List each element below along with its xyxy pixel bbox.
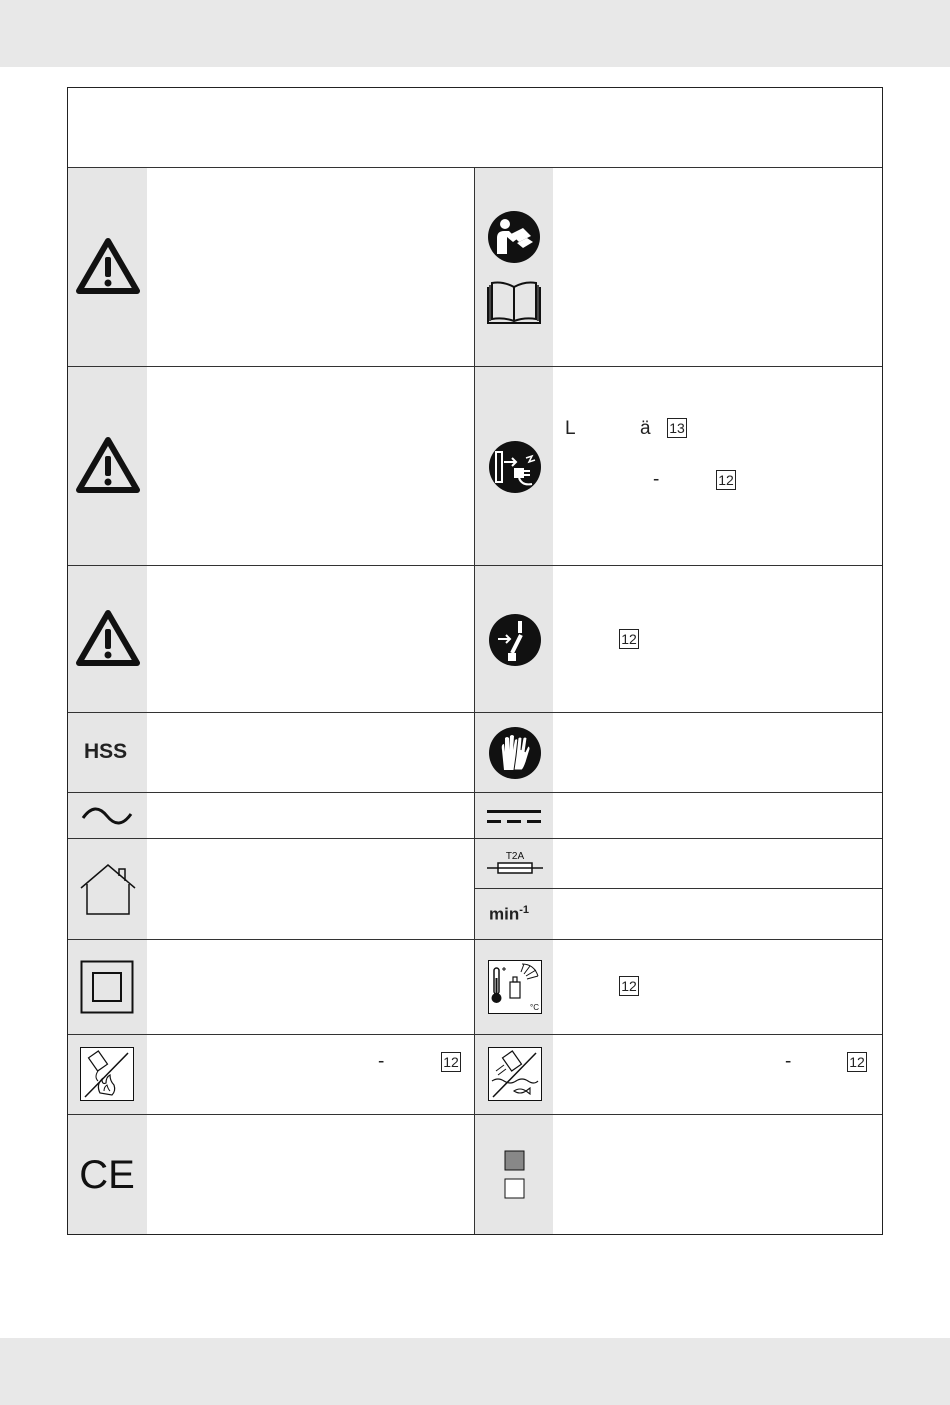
- reference-box: 12: [847, 1052, 867, 1072]
- unplug-dash: -: [653, 469, 660, 490]
- warning-triangle-icon: [76, 609, 140, 667]
- indoor-use-house-icon: [77, 862, 139, 916]
- reference-box: 13: [667, 418, 687, 438]
- warning-triangle-icon: [76, 237, 140, 295]
- no-fire-disposal-icon: [80, 1047, 134, 1101]
- alternating-current-icon: [80, 803, 134, 829]
- direct-current-icon: [486, 808, 542, 826]
- protection-class-ii-icon: [80, 960, 134, 1014]
- ce-mark-label: CE: [79, 1153, 135, 1194]
- temperature-unit: °C: [530, 1003, 539, 1012]
- row-divider: [68, 792, 882, 793]
- row-divider: [475, 888, 882, 889]
- color-squares-icon: [504, 1150, 526, 1200]
- unplug-text-umlaut: ä: [640, 418, 651, 439]
- row-divider: [68, 167, 882, 168]
- bottom-band: [0, 1338, 950, 1405]
- water-dash: -: [785, 1051, 792, 1072]
- no-water-disposal-icon: [488, 1047, 542, 1101]
- hss-label: HSS: [84, 740, 128, 763]
- read-manual-icon: [487, 210, 541, 264]
- fuse-label: T2A: [505, 851, 525, 862]
- switch-off-icon: [488, 613, 542, 667]
- ce-mark-icon: [79, 1152, 135, 1194]
- manual-book-icon: [485, 279, 543, 327]
- reference-box: 12: [619, 629, 639, 649]
- row-divider: [68, 838, 882, 839]
- row-divider: [68, 939, 882, 940]
- reference-box: 12: [441, 1052, 461, 1072]
- reference-box: 12: [716, 470, 736, 490]
- row-divider: [68, 366, 882, 367]
- speed-unit-label: [489, 904, 529, 925]
- unplug-mains-icon: [488, 440, 542, 494]
- temperature-storage-icon: [488, 960, 542, 1014]
- fire-dash: -: [378, 1051, 385, 1072]
- warning-triangle-icon: [76, 436, 140, 494]
- column-divider: [474, 168, 475, 1234]
- speed-unit-text: min: [489, 904, 520, 924]
- fuse-icon: [485, 849, 545, 877]
- symbol-table: [67, 87, 883, 1235]
- row-divider: [68, 712, 882, 713]
- reference-box: 12: [619, 976, 639, 996]
- unplug-text-letter: L: [565, 418, 576, 439]
- row-divider: [68, 1034, 882, 1035]
- row-divider: [68, 565, 882, 566]
- wear-gloves-icon: [488, 726, 542, 780]
- speed-unit-exponent: -1: [519, 904, 530, 916]
- row-divider: [68, 1114, 882, 1115]
- top-band: [0, 0, 950, 67]
